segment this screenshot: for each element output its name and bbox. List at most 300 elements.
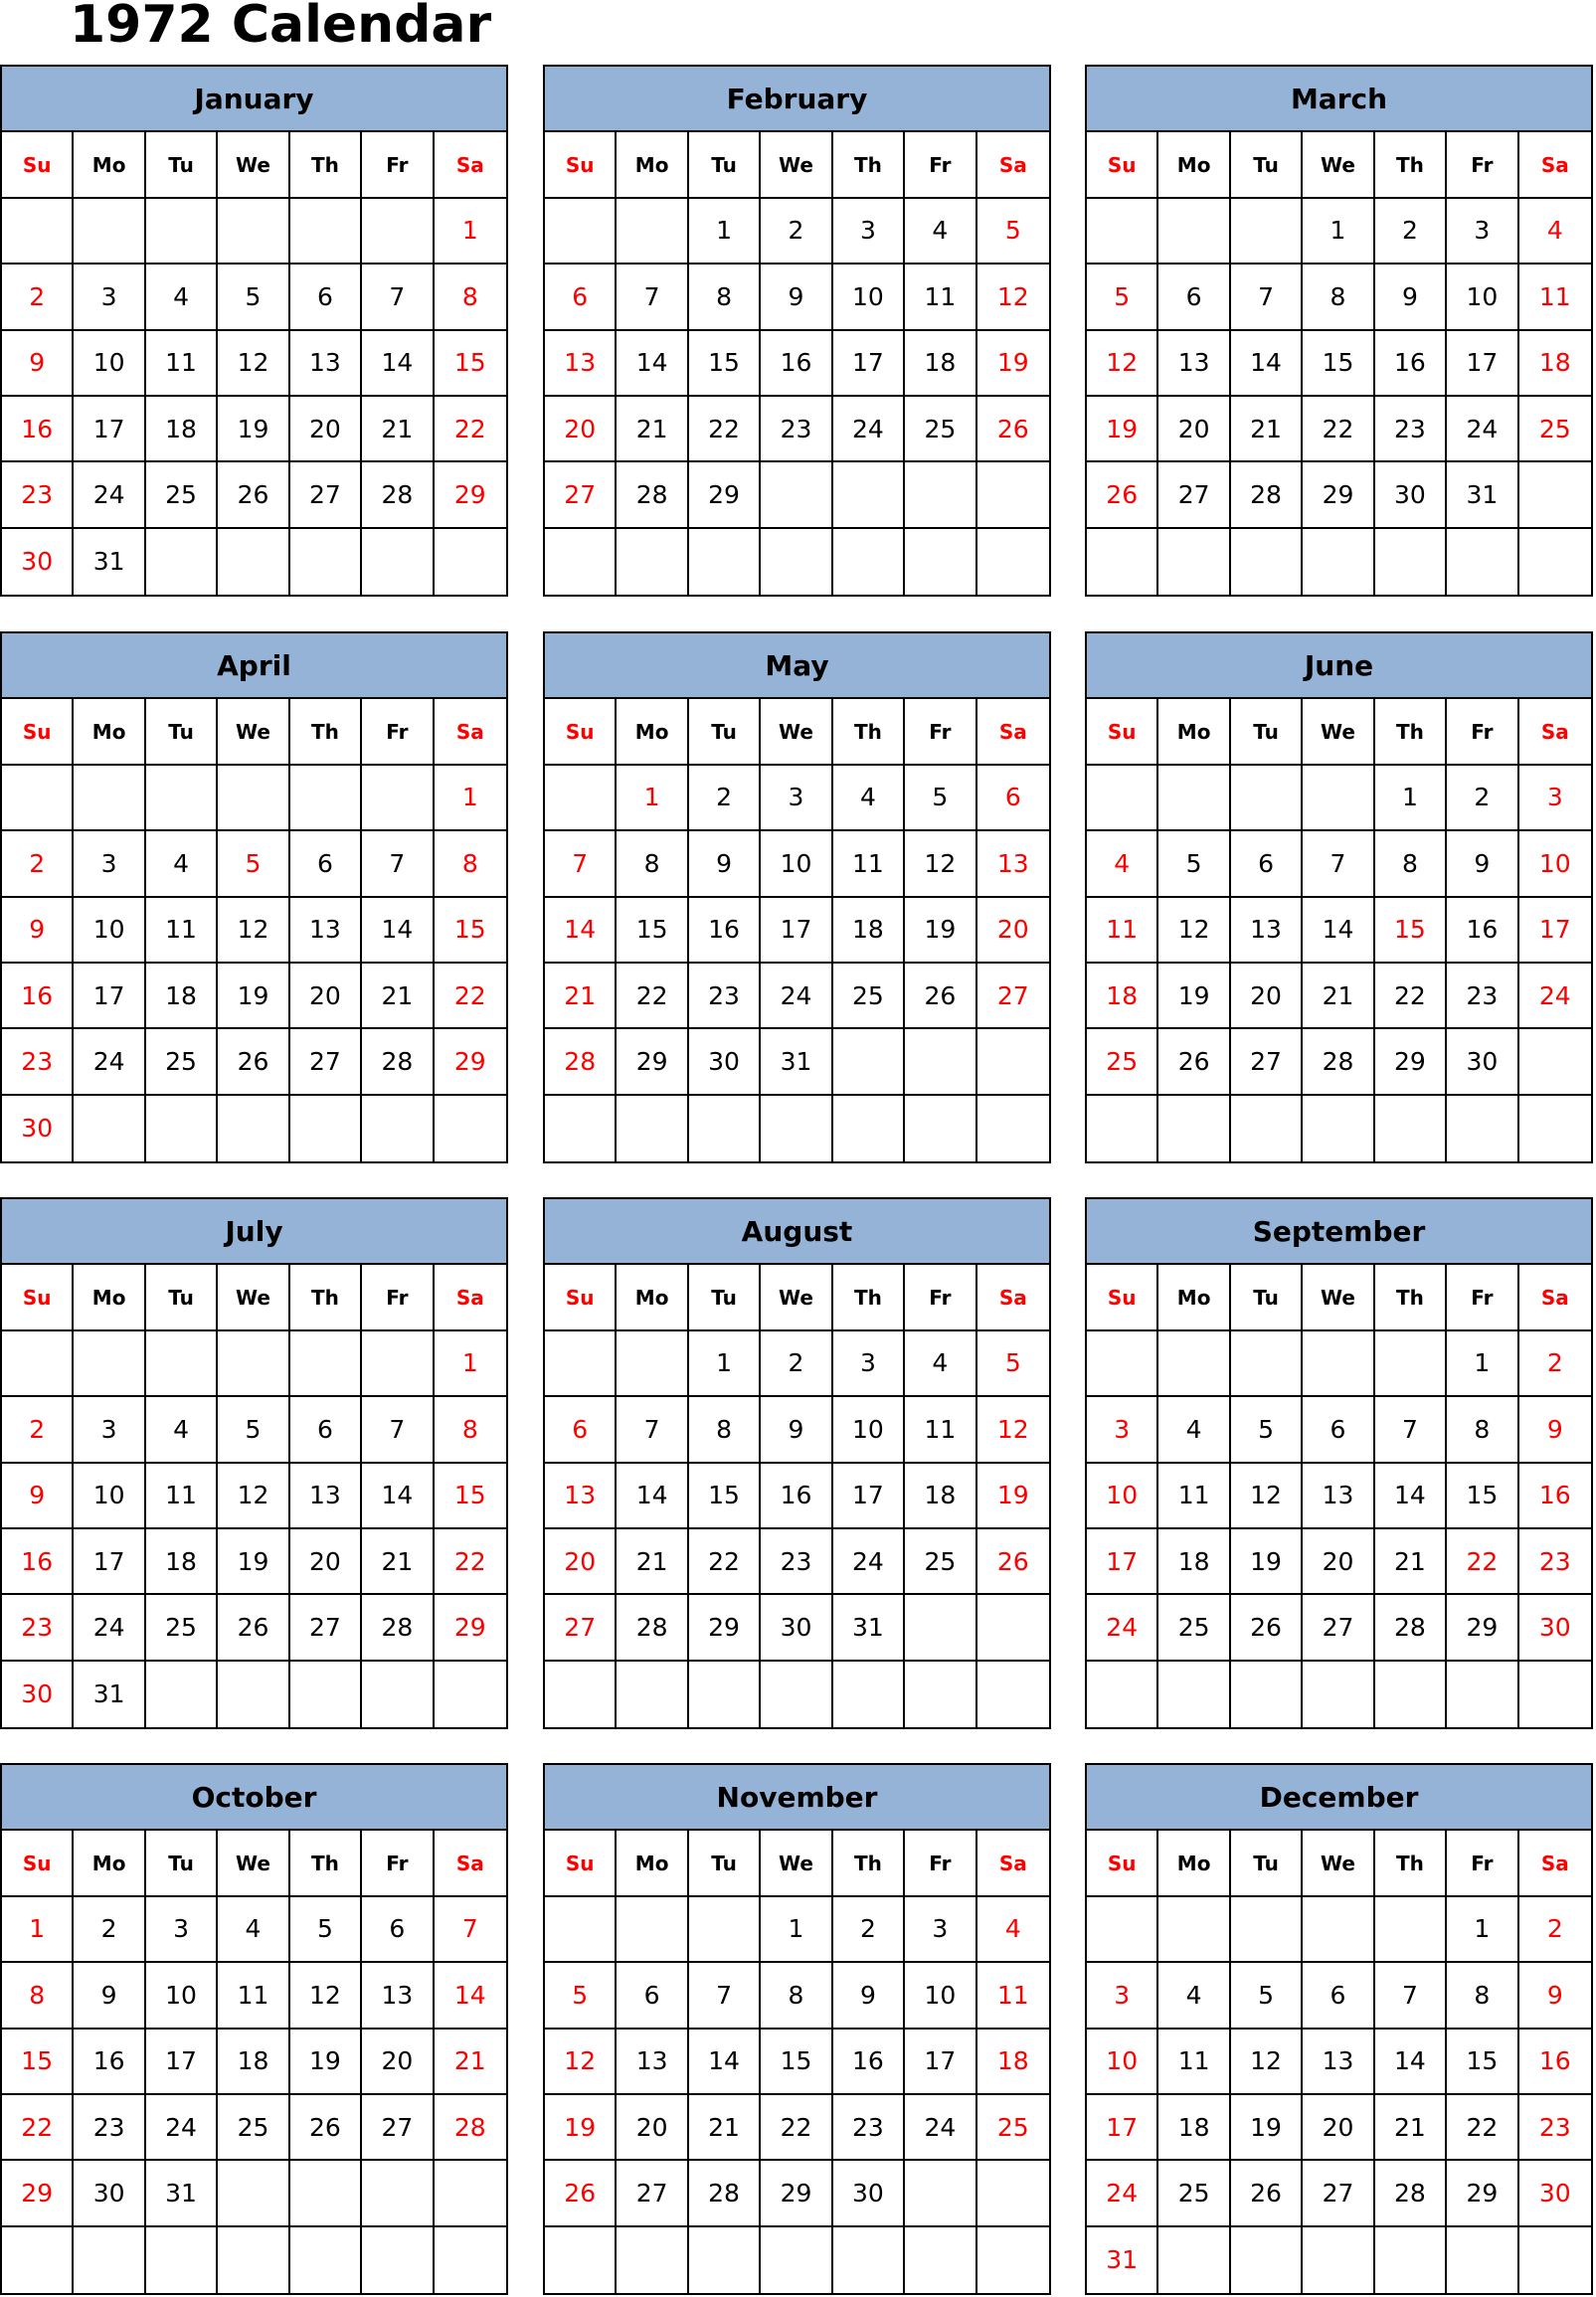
- day-cell: 28: [1231, 462, 1303, 528]
- weekday-label: Fr: [1447, 132, 1518, 198]
- day-cell: 18: [977, 2030, 1049, 2095]
- month-may: [543, 631, 1051, 1163]
- day-cell: 13: [1303, 2030, 1374, 2095]
- empty-day-cell: [362, 2227, 434, 2293]
- day-cell: 11: [146, 331, 218, 397]
- empty-day-cell: [1303, 529, 1374, 595]
- empty-day-cell: [1158, 1331, 1230, 1397]
- empty-day-cell: [905, 1662, 976, 1727]
- weekday-label: Fr: [1447, 1265, 1518, 1330]
- day-cell: 18: [905, 1464, 976, 1529]
- day-cell: 22: [689, 397, 761, 462]
- empty-day-cell: [74, 1331, 145, 1397]
- empty-day-cell: [761, 529, 832, 595]
- day-cell: 1: [761, 1897, 832, 1963]
- day-cell: 21: [545, 964, 617, 1029]
- empty-day-cell: [435, 2161, 506, 2226]
- empty-day-cell: [1158, 529, 1230, 595]
- day-cell: 23: [761, 397, 832, 462]
- day-cell: 24: [146, 2095, 218, 2161]
- empty-day-cell: [218, 1662, 289, 1727]
- day-cell: 19: [977, 1464, 1049, 1529]
- weekday-label: Mo: [74, 132, 145, 198]
- day-cell: 5: [545, 1963, 617, 2029]
- day-cell: 4: [905, 1331, 976, 1397]
- day-cell: 3: [1087, 1397, 1158, 1463]
- weekday-label: Th: [1375, 699, 1447, 765]
- weekday-label: Sa: [977, 699, 1049, 765]
- month-name: May: [545, 633, 1049, 699]
- day-cell: 13: [617, 2030, 688, 2095]
- day-cell: 22: [1375, 964, 1447, 1029]
- empty-day-cell: [689, 1662, 761, 1727]
- empty-day-cell: [905, 1096, 976, 1161]
- day-cell: 29: [1375, 1029, 1447, 1095]
- day-cell: 23: [74, 2095, 145, 2161]
- day-cell: 17: [74, 1529, 145, 1595]
- day-cell: 15: [435, 898, 506, 964]
- empty-day-cell: [290, 2161, 362, 2226]
- day-cell: 14: [617, 1464, 688, 1529]
- day-cell: 20: [1158, 397, 1230, 462]
- day-cell: 2: [74, 1897, 145, 1963]
- empty-day-cell: [905, 1595, 976, 1661]
- day-cell: 7: [1231, 265, 1303, 330]
- day-cell: 21: [689, 2095, 761, 2161]
- weekday-label: Sa: [977, 1265, 1049, 1330]
- day-cell: 24: [833, 1529, 905, 1595]
- day-cell: 11: [833, 831, 905, 897]
- empty-day-cell: [1303, 1662, 1374, 1727]
- weekday-label: Th: [1375, 132, 1447, 198]
- weekday-label: Fr: [1447, 1831, 1518, 1896]
- day-cell: 22: [689, 1529, 761, 1595]
- day-cell: 8: [689, 1397, 761, 1463]
- day-cell: 16: [1519, 2030, 1591, 2095]
- empty-day-cell: [1375, 1897, 1447, 1963]
- day-cell: 30: [2, 529, 74, 595]
- day-cell: 27: [1303, 1595, 1374, 1661]
- empty-day-cell: [362, 1331, 434, 1397]
- empty-day-cell: [146, 766, 218, 831]
- day-cell: 31: [74, 1662, 145, 1727]
- day-cell: 9: [74, 1963, 145, 2029]
- empty-day-cell: [1447, 2227, 1518, 2293]
- empty-day-cell: [74, 1096, 145, 1161]
- day-cell: 1: [689, 199, 761, 265]
- day-cell: 11: [218, 1963, 289, 2029]
- weekday-label: Sa: [977, 132, 1049, 198]
- day-cell: 9: [2, 898, 74, 964]
- empty-day-cell: [1519, 462, 1591, 528]
- empty-day-cell: [977, 1096, 1049, 1161]
- day-cell: 5: [977, 199, 1049, 265]
- day-cell: 21: [362, 397, 434, 462]
- day-cell: 16: [1447, 898, 1518, 964]
- empty-day-cell: [1519, 529, 1591, 595]
- day-cell: 15: [689, 331, 761, 397]
- day-cell: 6: [1231, 831, 1303, 897]
- day-cell: 24: [761, 964, 832, 1029]
- weekday-label: Th: [290, 1265, 362, 1330]
- day-cell: 28: [1375, 1595, 1447, 1661]
- empty-day-cell: [977, 1029, 1049, 1095]
- empty-day-cell: [362, 766, 434, 831]
- day-cell: 7: [362, 831, 434, 897]
- empty-day-cell: [545, 1331, 617, 1397]
- day-cell: 9: [833, 1963, 905, 2029]
- day-cell: 5: [1231, 1397, 1303, 1463]
- weekday-label: Tu: [146, 699, 218, 765]
- day-cell: 5: [218, 1397, 289, 1463]
- day-cell: 5: [1158, 831, 1230, 897]
- day-cell: 10: [833, 265, 905, 330]
- day-cell: 9: [689, 831, 761, 897]
- day-cell: 16: [761, 1464, 832, 1529]
- day-cell: 11: [146, 1464, 218, 1529]
- day-cell: 21: [1303, 964, 1374, 1029]
- empty-day-cell: [617, 1897, 688, 1963]
- day-cell: 5: [977, 1331, 1049, 1397]
- day-cell: 8: [2, 1963, 74, 2029]
- weekday-label: Su: [545, 132, 617, 198]
- empty-day-cell: [905, 462, 976, 528]
- empty-day-cell: [545, 199, 617, 265]
- empty-day-cell: [1231, 529, 1303, 595]
- day-cell: 29: [689, 1595, 761, 1661]
- weekday-label: Su: [1087, 699, 1158, 765]
- empty-day-cell: [1087, 529, 1158, 595]
- empty-day-cell: [218, 2227, 289, 2293]
- empty-day-cell: [617, 1662, 688, 1727]
- day-cell: 19: [290, 2030, 362, 2095]
- empty-day-cell: [1447, 529, 1518, 595]
- day-cell: 3: [74, 1397, 145, 1463]
- empty-day-cell: [617, 199, 688, 265]
- day-cell: 4: [1158, 1963, 1230, 2029]
- day-cell: 1: [2, 1897, 74, 1963]
- empty-day-cell: [1231, 1331, 1303, 1397]
- day-cell: 19: [545, 2095, 617, 2161]
- day-cell: 1: [435, 766, 506, 831]
- day-cell: 8: [1303, 265, 1374, 330]
- day-cell: 3: [905, 1897, 976, 1963]
- weekday-label: Fr: [905, 699, 976, 765]
- day-cell: 23: [2, 1595, 74, 1661]
- day-cell: 26: [218, 462, 289, 528]
- empty-day-cell: [1087, 1662, 1158, 1727]
- weekday-label: Fr: [362, 1265, 434, 1330]
- weekday-label: Mo: [1158, 132, 1230, 198]
- day-cell: 1: [1303, 199, 1374, 265]
- empty-day-cell: [362, 199, 434, 265]
- day-cell: 7: [435, 1897, 506, 1963]
- day-cell: 4: [1519, 199, 1591, 265]
- weekday-label: We: [761, 1831, 832, 1896]
- day-cell: 21: [1231, 397, 1303, 462]
- day-cell: 17: [1519, 898, 1591, 964]
- empty-day-cell: [977, 2161, 1049, 2226]
- day-cell: 28: [1303, 1029, 1374, 1095]
- day-cell: 29: [435, 1595, 506, 1661]
- day-cell: 18: [1519, 331, 1591, 397]
- month-name: September: [1087, 1199, 1591, 1265]
- day-cell: 24: [1447, 397, 1518, 462]
- day-cell: 12: [977, 1397, 1049, 1463]
- empty-day-cell: [1158, 2227, 1230, 2293]
- weekday-label: Mo: [1158, 1831, 1230, 1896]
- day-cell: 14: [545, 898, 617, 964]
- day-cell: 28: [689, 2161, 761, 2226]
- day-cell: 6: [1303, 1963, 1374, 2029]
- weekday-label: Tu: [1231, 1265, 1303, 1330]
- empty-day-cell: [1087, 1096, 1158, 1161]
- weekday-label: Tu: [689, 132, 761, 198]
- day-cell: 2: [2, 1397, 74, 1463]
- day-cell: 12: [1158, 898, 1230, 964]
- weekday-label: Su: [545, 1265, 617, 1330]
- day-cell: 19: [905, 898, 976, 964]
- day-cell: 5: [1231, 1963, 1303, 2029]
- day-cell: 30: [1519, 2161, 1591, 2226]
- empty-day-cell: [833, 1096, 905, 1161]
- day-cell: 14: [617, 331, 688, 397]
- empty-day-cell: [905, 1029, 976, 1095]
- day-cell: 26: [290, 2095, 362, 2161]
- empty-day-cell: [1303, 766, 1374, 831]
- day-cell: 16: [2, 1529, 74, 1595]
- day-cell: 16: [74, 2030, 145, 2095]
- empty-day-cell: [1158, 766, 1230, 831]
- day-cell: 13: [977, 831, 1049, 897]
- day-cell: 30: [1447, 1029, 1518, 1095]
- empty-day-cell: [833, 1029, 905, 1095]
- day-cell: 8: [1447, 1963, 1518, 2029]
- weekday-label: Su: [545, 1831, 617, 1896]
- weekday-label: Fr: [362, 699, 434, 765]
- day-cell: 23: [1519, 1529, 1591, 1595]
- day-cell: 20: [1303, 1529, 1374, 1595]
- day-cell: 10: [146, 1963, 218, 2029]
- empty-day-cell: [1231, 1897, 1303, 1963]
- weekday-label: Su: [1087, 132, 1158, 198]
- day-cell: 31: [1447, 462, 1518, 528]
- day-cell: 3: [74, 831, 145, 897]
- weekday-label: Fr: [362, 1831, 434, 1896]
- day-cell: 16: [1375, 331, 1447, 397]
- day-cell: 4: [1087, 831, 1158, 897]
- day-cell: 7: [617, 265, 688, 330]
- day-cell: 26: [218, 1595, 289, 1661]
- empty-day-cell: [74, 2227, 145, 2293]
- weekday-label: Fr: [905, 1265, 976, 1330]
- day-cell: 1: [1375, 766, 1447, 831]
- day-cell: 2: [1375, 199, 1447, 265]
- day-cell: 24: [74, 1595, 145, 1661]
- day-cell: 12: [1231, 2030, 1303, 2095]
- day-cell: 4: [146, 1397, 218, 1463]
- weekday-label: We: [218, 699, 289, 765]
- day-cell: 19: [1087, 397, 1158, 462]
- day-cell: 26: [977, 1529, 1049, 1595]
- day-cell: 19: [218, 1529, 289, 1595]
- day-cell: 24: [74, 1029, 145, 1095]
- empty-day-cell: [1087, 766, 1158, 831]
- day-cell: 12: [905, 831, 976, 897]
- day-cell: 11: [1519, 265, 1591, 330]
- weekday-label: Mo: [617, 1831, 688, 1896]
- empty-day-cell: [146, 1331, 218, 1397]
- day-cell: 15: [617, 898, 688, 964]
- day-cell: 31: [761, 1029, 832, 1095]
- day-cell: 2: [1519, 1897, 1591, 1963]
- day-cell: 14: [1375, 2030, 1447, 2095]
- weekday-label: Th: [290, 1831, 362, 1896]
- day-cell: 19: [1158, 964, 1230, 1029]
- empty-day-cell: [761, 1096, 832, 1161]
- day-cell: 15: [1303, 331, 1374, 397]
- empty-day-cell: [1303, 2227, 1374, 2293]
- empty-day-cell: [362, 1662, 434, 1727]
- day-cell: 29: [1303, 462, 1374, 528]
- day-cell: 22: [617, 964, 688, 1029]
- day-cell: 27: [1303, 2161, 1374, 2226]
- day-cell: 26: [1087, 462, 1158, 528]
- day-cell: 29: [1447, 1595, 1518, 1661]
- day-cell: 10: [761, 831, 832, 897]
- weekday-label: We: [761, 1265, 832, 1330]
- weekday-label: Th: [290, 132, 362, 198]
- day-cell: 4: [218, 1897, 289, 1963]
- day-cell: 5: [218, 265, 289, 330]
- day-cell: 24: [1519, 964, 1591, 1029]
- empty-day-cell: [1375, 1662, 1447, 1727]
- empty-day-cell: [545, 766, 617, 831]
- day-cell: 7: [689, 1963, 761, 2029]
- weekday-label: Mo: [74, 1831, 145, 1896]
- weekday-label: Mo: [617, 1265, 688, 1330]
- empty-day-cell: [2, 766, 74, 831]
- empty-day-cell: [545, 1662, 617, 1727]
- day-cell: 6: [290, 265, 362, 330]
- day-cell: 9: [1519, 1397, 1591, 1463]
- empty-day-cell: [977, 2227, 1049, 2293]
- day-cell: 6: [1158, 265, 1230, 330]
- empty-day-cell: [218, 199, 289, 265]
- empty-day-cell: [362, 529, 434, 595]
- day-cell: 6: [290, 831, 362, 897]
- day-cell: 2: [833, 1897, 905, 1963]
- day-cell: 16: [2, 397, 74, 462]
- day-cell: 1: [617, 766, 688, 831]
- empty-day-cell: [617, 1096, 688, 1161]
- empty-day-cell: [146, 199, 218, 265]
- day-cell: 16: [761, 331, 832, 397]
- empty-day-cell: [1087, 1331, 1158, 1397]
- day-cell: 12: [218, 331, 289, 397]
- day-cell: 17: [1087, 1529, 1158, 1595]
- day-cell: 3: [761, 766, 832, 831]
- day-cell: 24: [1087, 2161, 1158, 2226]
- day-cell: 21: [617, 397, 688, 462]
- day-cell: 26: [545, 2161, 617, 2226]
- month-march: [1085, 65, 1593, 597]
- day-cell: 20: [977, 898, 1049, 964]
- day-cell: 27: [1158, 462, 1230, 528]
- day-cell: 8: [1447, 1397, 1518, 1463]
- empty-day-cell: [1303, 1331, 1374, 1397]
- month-july: [0, 1197, 508, 1729]
- month-september: [1085, 1197, 1593, 1729]
- weekday-label: Mo: [74, 699, 145, 765]
- weekday-label: Fr: [1447, 699, 1518, 765]
- day-cell: 9: [761, 1397, 832, 1463]
- empty-day-cell: [1158, 1662, 1230, 1727]
- day-cell: 2: [1519, 1331, 1591, 1397]
- empty-day-cell: [689, 1897, 761, 1963]
- weekday-label: Th: [833, 1831, 905, 1896]
- day-cell: 17: [1087, 2095, 1158, 2161]
- day-cell: 20: [362, 2030, 434, 2095]
- empty-day-cell: [689, 1096, 761, 1161]
- day-cell: 14: [1303, 898, 1374, 964]
- day-cell: 22: [435, 1529, 506, 1595]
- day-cell: 25: [1087, 1029, 1158, 1095]
- day-cell: 26: [977, 397, 1049, 462]
- day-cell: 1: [1447, 1331, 1518, 1397]
- day-cell: 27: [977, 964, 1049, 1029]
- weekday-label: Tu: [146, 132, 218, 198]
- empty-day-cell: [435, 2227, 506, 2293]
- weekday-label: Mo: [617, 699, 688, 765]
- day-cell: 15: [689, 1464, 761, 1529]
- month-january: [0, 65, 508, 597]
- day-cell: 6: [977, 766, 1049, 831]
- day-cell: 7: [617, 1397, 688, 1463]
- weekday-label: Sa: [1519, 1265, 1591, 1330]
- empty-day-cell: [1231, 2227, 1303, 2293]
- day-cell: 11: [1087, 898, 1158, 964]
- day-cell: 27: [290, 1595, 362, 1661]
- day-cell: 7: [545, 831, 617, 897]
- day-cell: 11: [1158, 2030, 1230, 2095]
- weekday-label: Th: [1375, 1265, 1447, 1330]
- weekday-label: Sa: [435, 132, 506, 198]
- day-cell: 19: [218, 964, 289, 1029]
- day-cell: 10: [905, 1963, 976, 2029]
- empty-day-cell: [1303, 1096, 1374, 1161]
- day-cell: 5: [290, 1897, 362, 1963]
- day-cell: 21: [435, 2030, 506, 2095]
- day-cell: 10: [1087, 1464, 1158, 1529]
- empty-day-cell: [617, 529, 688, 595]
- day-cell: 19: [1231, 2095, 1303, 2161]
- empty-day-cell: [146, 1096, 218, 1161]
- day-cell: 6: [545, 265, 617, 330]
- weekday-label: Sa: [977, 1831, 1049, 1896]
- page-title: 1972 Calendar: [70, 0, 492, 55]
- day-cell: 25: [1158, 1595, 1230, 1661]
- day-cell: 11: [1158, 1464, 1230, 1529]
- month-name: December: [1087, 1765, 1591, 1831]
- day-cell: 18: [1158, 2095, 1230, 2161]
- day-cell: 20: [545, 397, 617, 462]
- day-cell: 21: [617, 1529, 688, 1595]
- day-cell: 23: [761, 1529, 832, 1595]
- empty-day-cell: [218, 2161, 289, 2226]
- day-cell: 10: [1447, 265, 1518, 330]
- empty-day-cell: [1375, 529, 1447, 595]
